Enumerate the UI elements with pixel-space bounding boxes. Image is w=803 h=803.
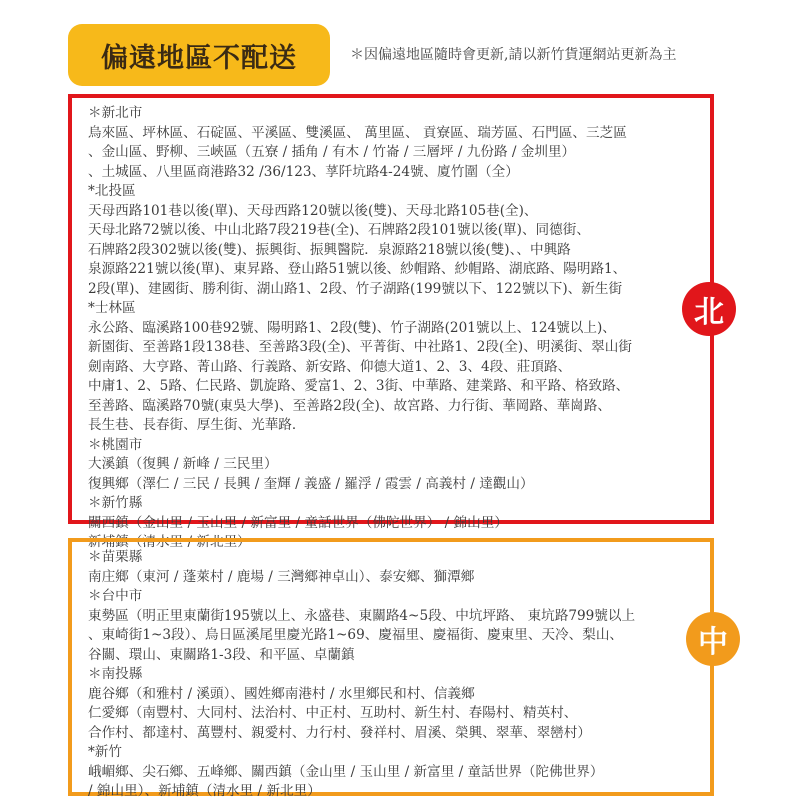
central-area-line: 、東崎街1~3段）、烏日區溪尾里慶光路1~69、慶福里、慶福街、慶東里、天冷、梨山、: [88, 627, 624, 643]
north-area-line: 石牌路2段302號以後(雙)、振興街、振興醫院．泉源路218號以後(雙)、、中興路: [88, 241, 571, 258]
central-area-line: 南庄鄉（東河 / 蓬萊村 / 鹿場 / 三灣鄉神卓山）、泰安鄉、獅潭鄉: [88, 568, 475, 585]
central-area-line: ＊苗栗縣: [88, 549, 143, 565]
central-area-line: ＊南投縣: [88, 666, 143, 682]
north-area-line: 永公路、臨溪路100巷92號、陽明路1、2段(雙)、竹子湖路(201號以上、124號以上)、: [88, 319, 616, 336]
north-area-line: 關西鎮（金山里 / 玉山里 / 新富里 / 童話世界（佛陀世界） / 錦山里）: [88, 514, 508, 531]
north-region-box: [68, 94, 714, 550]
north-region-badge: 北: [682, 282, 736, 336]
north-area-line: 天母西路101巷以後(單)、天母西路120號以後(雙)、天母北路105巷(全)、: [88, 202, 538, 219]
central-area-line: *新竹: [88, 744, 122, 760]
central-area-line: ＊台中市: [88, 588, 143, 604]
page-title: 偏遠地區不配送: [101, 42, 297, 74]
north-area-line: 2段(單)、建國街、勝利街、湖山路1、2段、竹子湖路(199號以下、122號以下)、新生街: [88, 280, 623, 297]
north-area-line: *北投區: [88, 183, 136, 199]
central-area-line: 谷關、環山、東關路1-3段、和平區、卓蘭鎮: [88, 646, 355, 663]
north-area-line: 泉源路221號以後(單)、東昇路、登山路51號以後、紗帽路、紗帽路、湖底路、陽明路1、: [88, 261, 627, 277]
north-area-line: 劍南路、大亨路、菁山路、行義路、新安路、仰德大道1、2、3、4段、莊頂路、: [88, 358, 572, 375]
north-area-line: 、土城區、八里區商港路32 /36/123、莩阡坑路4-24號、廈竹圍（全）: [88, 163, 519, 180]
north-area-line: ＊新北市: [88, 105, 143, 121]
central-area-line: 東勢區（明正里東蘭街195號以上、永盛巷、東關路4~5段、中坑坪路、 東坑路799號以上: [88, 607, 636, 624]
north-area-line: 天母北路72號以後、中山北路7段219巷(全)、石牌路2段101號以後(單)、同德街、: [88, 222, 590, 238]
north-area-line: 中庸1、2、5路、仁民路、凱旋路、愛富1、2、3街、中華路、建業路、和平路、格致路、: [88, 378, 630, 394]
north-area-line: 大溪鎮（復興 / 新峰 / 三民里）: [88, 456, 278, 472]
north-area-line: 新埔鎮（清水里 / 新北里）: [88, 534, 251, 550]
central-area-line: 合作村、都達村、萬豐村、親愛村、力行村、發祥村、眉溪、榮興、翠華、翠巒村）: [88, 724, 591, 741]
north-area-line: 復興鄉（澤仁 / 三民 / 長興 / 奎輝 / 義盛 / 羅浮 / 霞雲 / 高義村 / 達觀山）: [88, 475, 534, 492]
north-area-line: 烏來區、坪林區、石碇區、平溪區、雙溪區、 萬里區、 貢寮區、瑞芳區、石門區、三芝區: [88, 124, 627, 141]
north-area-line: 新園街、至善路1段138巷、至善路3段(全)、平菁街、中社路1、2段(全)、明溪街、翠山街: [88, 339, 632, 355]
north-area-line: 至善路、臨溪路70號(東吳大學)、至善路2段(全)、故宮路、力行街、華岡路、華崗路、: [88, 397, 611, 414]
north-area-line: *士林區: [88, 300, 136, 316]
north-area-line: 、金山區、野柳、三峽區（五寮 / 插角 / 有木 / 竹崙 / 三層坪 / 九份路 / 金圳里）: [88, 144, 576, 160]
central-area-line: 仁愛鄉（南豐村、大同村、法治村、中正村、互助村、新生村、春陽村、精英村、: [88, 705, 578, 721]
title-banner: [68, 24, 330, 86]
central-region-box: [68, 538, 714, 799]
central-area-line: / 錦山里）、新埔鎮（清水里 / 新北里）: [88, 783, 321, 799]
north-area-line: ＊桃園市: [88, 436, 143, 453]
north-area-line: 長生巷、長春街、厚生街、光華路．: [88, 417, 306, 433]
central-region-badge: 中: [686, 612, 740, 666]
central-area-line: 鹿谷鄉（和雅村 / 溪頭）、國姓鄉南港村 / 水里鄉民和村、信義鄉: [88, 685, 475, 702]
north-area-line: ＊新竹縣: [88, 495, 143, 511]
update-note: ＊因偏遠地區隨時會更新,請以新竹貨運網站更新為主: [350, 47, 677, 63]
central-area-line: 峨嵋鄉、尖石鄉、五峰鄉、關西鎮（金山里 / 玉山里 / 新富里 / 童話世界（陀佛世界）: [88, 763, 604, 780]
